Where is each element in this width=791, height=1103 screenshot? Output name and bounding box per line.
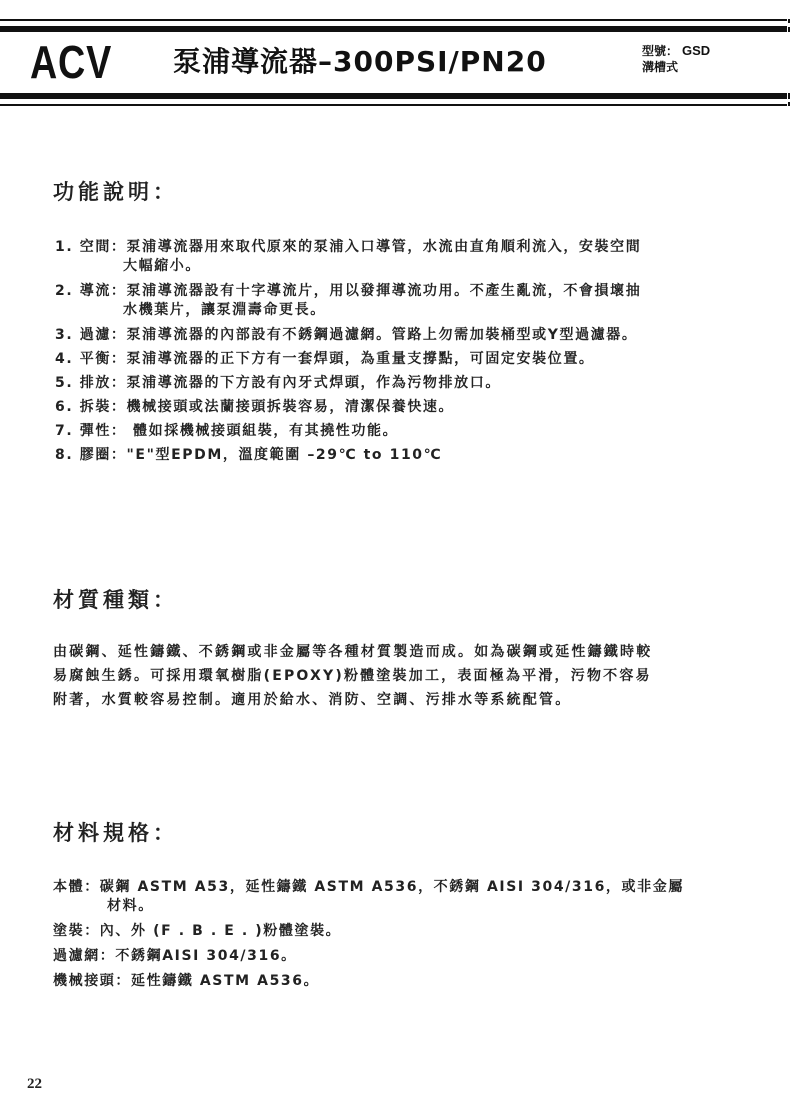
feature-text-continued: 水機葉片，讓泵淵壽命更長。: [123, 302, 326, 318]
edge-mark: [788, 102, 790, 106]
spec-item: [53, 947, 684, 966]
feature-text: 2. 導流：泵浦導流器設有十字導流片，用以發揮導流功用。不產生亂流，不會損壞抽: [55, 283, 642, 299]
feature-text: 4. 平衡：泵浦導流器的正下方有一套焊頭，為重量支撐點，可固定安裝位置。: [55, 351, 595, 367]
specs-heading: 材料規格：: [53, 821, 178, 845]
features-list: [55, 238, 641, 470]
feature-text: 8. 膠圈："E"型EPDM，溫度範圍 –29℃ to 110℃: [55, 447, 443, 463]
header-rule-bottom-thick: [0, 93, 787, 99]
feature-text: 3. 過濾：泵浦導流器的內部設有不銹鋼過濾網。管路上勿需加裝桶型或Y型過濾器。: [55, 327, 638, 343]
feature-item: [55, 398, 641, 417]
feature-text-continued: 大幅縮小。: [123, 258, 201, 274]
header-rule-top-thin: [0, 19, 787, 21]
feature-item: [55, 282, 641, 320]
features-heading: 功能說明：: [53, 180, 178, 204]
model-info: [642, 43, 710, 75]
feature-item: [55, 350, 641, 369]
edge-mark: [788, 27, 790, 32]
paragraph-line: 附著，水質較容易控制。適用於給水、消防、空調、污排水等系統配管。: [53, 692, 572, 708]
page-number: 22: [27, 1076, 42, 1092]
feature-text: 1. 空間：泵浦導流器用來取代原來的泵浦入口導管，水流由直角順利流入，安裝空間: [55, 239, 642, 255]
feature-text: 5. 排放：泵浦導流器的下方設有內牙式焊頭，作為污物排放口。: [55, 375, 501, 391]
spec-item: [53, 878, 684, 916]
feature-text: 6. 拆裝：機械接頭或法蘭接頭拆裝容易，清潔保養快速。: [55, 399, 455, 415]
spec-item: [53, 972, 684, 991]
feature-item: [55, 422, 641, 441]
header-rule-top-thick: [0, 26, 787, 32]
model-number: [642, 43, 710, 59]
spec-text: 機械接頭：延性鑄鐵 ASTM A536。: [53, 973, 320, 989]
page-title: 泵浦導流器–300PSI/PN20: [173, 45, 547, 78]
specs-list: [53, 878, 684, 997]
feature-text: 7. 彈性： 體如採機械接頭組裝，有其撓性功能。: [55, 423, 399, 439]
model-type: 溝槽式: [642, 60, 679, 74]
feature-item: [55, 446, 641, 465]
spec-text: 本體：碳鋼 ASTM A53，延性鑄鐵 ASTM A536，不銹鋼 AISI 304/316，或非金屬: [53, 879, 684, 895]
spec-item: [53, 922, 684, 941]
edge-mark: [788, 19, 790, 23]
model-label: 型號：: [642, 44, 679, 58]
materials-heading: 材質種類：: [53, 588, 178, 612]
brand-logo: ACV: [30, 36, 113, 88]
paragraph-line: 由碳鋼、延性鑄鐵、不銹鋼或非金屬等各種材質製造而成。如為碳鋼或延性鑄鐵時較: [53, 644, 653, 660]
paragraph-line: 易腐蝕生銹。可採用環氧樹脂(EPOXY)粉體塗裝加工，表面極為平滑，污物不容易: [53, 668, 652, 684]
spec-text: 過濾網：不銹鋼AISI 304/316。: [53, 948, 297, 964]
header-rule-bottom-thin: [0, 104, 787, 106]
materials-paragraph: [53, 640, 753, 712]
feature-item: [55, 326, 641, 345]
spec-text-continued: 材料。: [107, 898, 154, 914]
edge-mark: [788, 93, 790, 99]
feature-item: [55, 238, 641, 276]
spec-text: 塗裝：內、外 (F . B . E . )粉體塗裝。: [53, 923, 342, 939]
feature-item: [55, 374, 641, 393]
model-code: GSD: [682, 43, 711, 58]
